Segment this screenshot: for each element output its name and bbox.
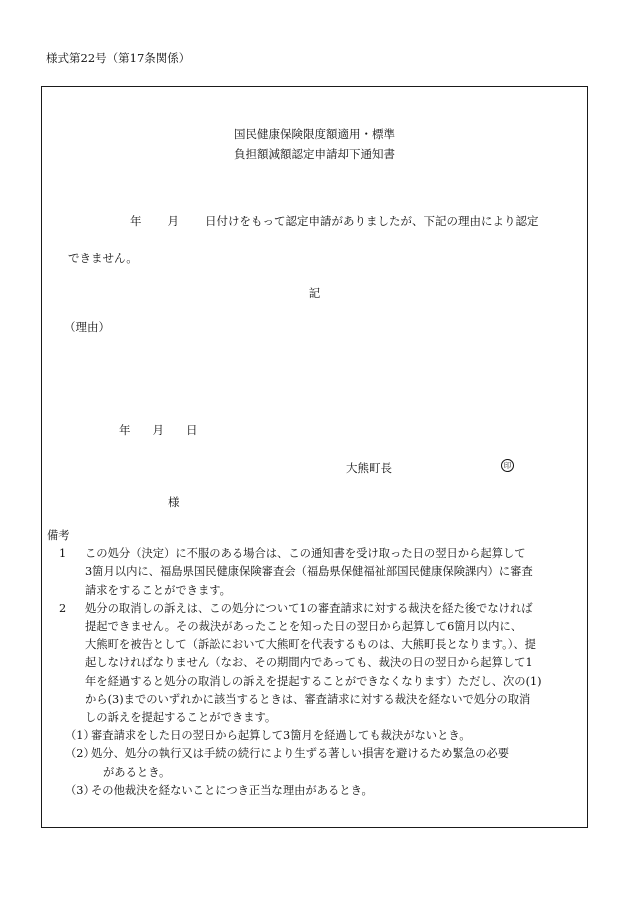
sub-item-1: [65, 727, 583, 745]
notice-year-label: 年: [130, 214, 142, 228]
note-item-1: [59, 545, 583, 600]
note-line: 起しなければなりません（なお、その期間内であっても、裁決の日の翌日から起算して1: [85, 656, 533, 670]
sub-item-number: （2）: [65, 747, 95, 761]
note-line: 請求をすることができます。: [85, 583, 231, 597]
issuer-title: 大熊町長: [346, 461, 392, 475]
note-line: 3箇月以内に、福島県国民健康保険審査会（福島県保健福祉部国民健康保険課内）に審査: [85, 565, 533, 579]
sub-item-number: （3）: [65, 783, 95, 797]
addressee-suffix: 様: [168, 495, 180, 509]
note-line: 大熊町を被告として（訴訟において大熊町を代表するものは、大熊町長となります。）、提: [85, 638, 536, 652]
sub-item-2: [65, 745, 583, 781]
note-line: 処分の取消しの訴えは、この処分について1の審査請求に対する裁決を経た後でなければ: [85, 601, 533, 615]
sub-item-line: 処分、処分の執行又は手続の続行により生ずる著しい損害を避けるため緊急の必要: [91, 747, 509, 761]
notice-text-a: 日付けをもって認定申請がありましたが、下記の理由により認定: [205, 214, 539, 228]
notice-sentence: [130, 213, 539, 229]
sub-item-number: （1）: [65, 729, 95, 743]
notice-month-label: 月: [167, 214, 179, 228]
issue-year-label: 年: [119, 423, 131, 437]
title-line-2: 負担額減額認定申請却下通知書: [234, 147, 395, 161]
note-line: 年を経過すると処分の取消しの訴えを提起することができなくなります）ただし、次の(1): [85, 674, 542, 688]
notice-text-b: できません。: [68, 251, 138, 265]
note-line: から(3)までのいずれかに該当するときは、審査請求に対する裁決を経ないで処分の取消: [85, 692, 531, 706]
issue-day-label: 日: [186, 423, 198, 437]
sub-item-line: 審査請求をした日の翌日から起算して3箇月を経過しても裁決がないとき。: [91, 729, 471, 743]
note-number: 1: [59, 547, 67, 561]
seal-mark: 印: [501, 459, 514, 472]
title-line-1: 国民健康保険限度額適用・標準: [234, 127, 395, 141]
notes-heading: 備考: [47, 529, 70, 542]
form-number: 様式第22号（第17条関係）: [46, 51, 191, 65]
reason-label: （理由）: [64, 320, 110, 334]
issue-month-label: 月: [152, 423, 164, 437]
notes-section: [43, 527, 583, 800]
sub-item-line: その他裁決を経ないことにつき正当な理由があるとき。: [91, 783, 373, 797]
note-line: この処分（決定）に不服のある場合は、この通知書を受け取った日の翌日から起算して: [85, 547, 526, 561]
note-item-2: [59, 600, 583, 727]
note-number: 2: [59, 601, 67, 615]
sub-item-3: [65, 782, 583, 800]
issue-date: [119, 422, 198, 438]
ki-heading: 記: [308, 286, 321, 300]
note-line: 提起できません。その裁決があったことを知った日の翌日から起算して6箇月以内に、: [85, 620, 523, 634]
note-line: しの訴えを提起することができます。: [85, 711, 277, 725]
sub-item-line: があるとき。: [103, 765, 171, 779]
